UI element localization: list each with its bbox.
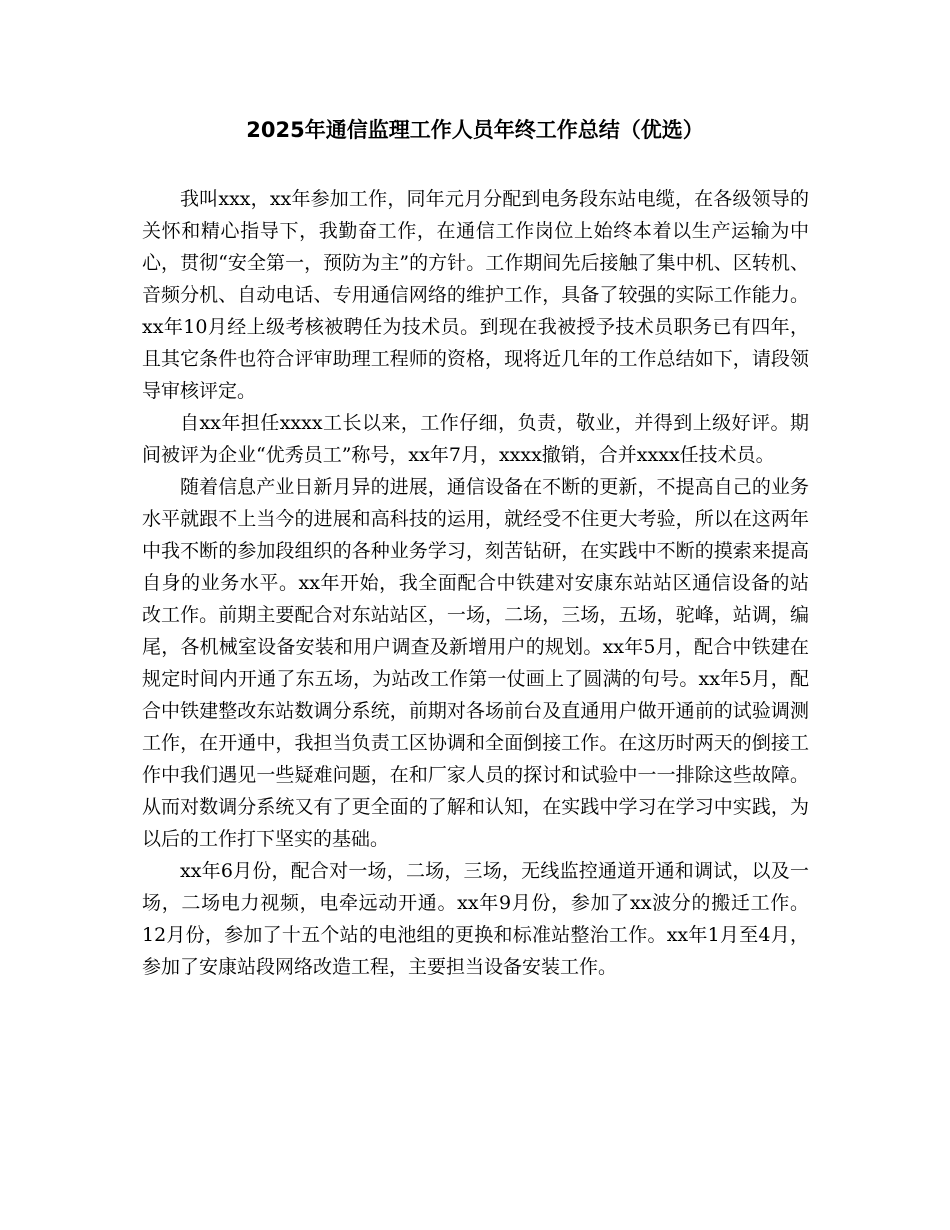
- document-body: [142, 183, 809, 983]
- document-title: 2025年通信监理工作人员年终工作总结（优选）: [246, 118, 704, 142]
- paragraph-3: 随着信息产业日新月异的进展，通信设备在不断的更新，不提高自己的业务水平就跟不上当今的进展和高科技的运用，就经受不住更大考验，所以在这两年中我不断的参加段组织的各种业务学习，刻苦钻研，在实践中不断的摸索来提高自身的业务水平。xx年开始，我全面配合中铁建对安康东站站区通信设备的站改工作。前期主要配合对东站站区，一场，二场，三场，五场，驼峰，站调，编尾，各机械室设备安装和用户调查及新增用户的规划。xx年5月，配合中铁建在规定时间内开通了东五场，为站改工作第一仗画上了圆满的句号。xx年5月，配合中铁建整改东站数调分系统，前期对各场前台及直通用户做开通前的试验调测工作，在开通中，我担当负责工区协调和全面倒接工作。在这历时两天的倒接工作中我们遇见一些疑难问题，在和厂家人员的探讨和试验中一一排除这些故障。从而对数调分系统又有了更全面的了解和认知，在实践中学习在学习中实践，为以后的工作打下坚实的基础。: [142, 476, 809, 850]
- paragraph-2: 自xx年担任xxxx工长以来，工作仔细，负责，敬业，并得到上级好评。期间被评为企业“优秀员工”称号，xx年7月，xxxx撤销，合并xxxx任技术员。: [142, 412, 809, 466]
- paragraph-1: 我叫xxx，xx年参加工作，同年元月分配到电务段东站电缆，在各级领导的关怀和精心指导下，我勤奋工作，在通信工作岗位上始终本着以生产运输为中心，贯彻“安全第一，预防为主”的方针。工作期间先后接触了集中机、区转机、音频分机、自动电话、专用通信网络的维护工作，具备了较强的实际工作能力。xx年10月经上级考核被聘任为技术员。到现在我被授予技术员职务已有四年，且其它条件也符合评审助理工程师的资格，现将近几年的工作总结如下，请段领导审核评定。: [142, 188, 809, 402]
- paragraph-4: xx年6月份，配合对一场，二场，三场，无线监控通道开通和调试，以及一场，二场电力视频，电牵远动开通。xx年9月份，参加了xx波分的搬迁工作。12月份，参加了十五个站的电池组的更换和标准站整治工作。xx年1月至4月，参加了安康站段网络改造工程，主要担当设备安装工作。: [142, 860, 809, 978]
